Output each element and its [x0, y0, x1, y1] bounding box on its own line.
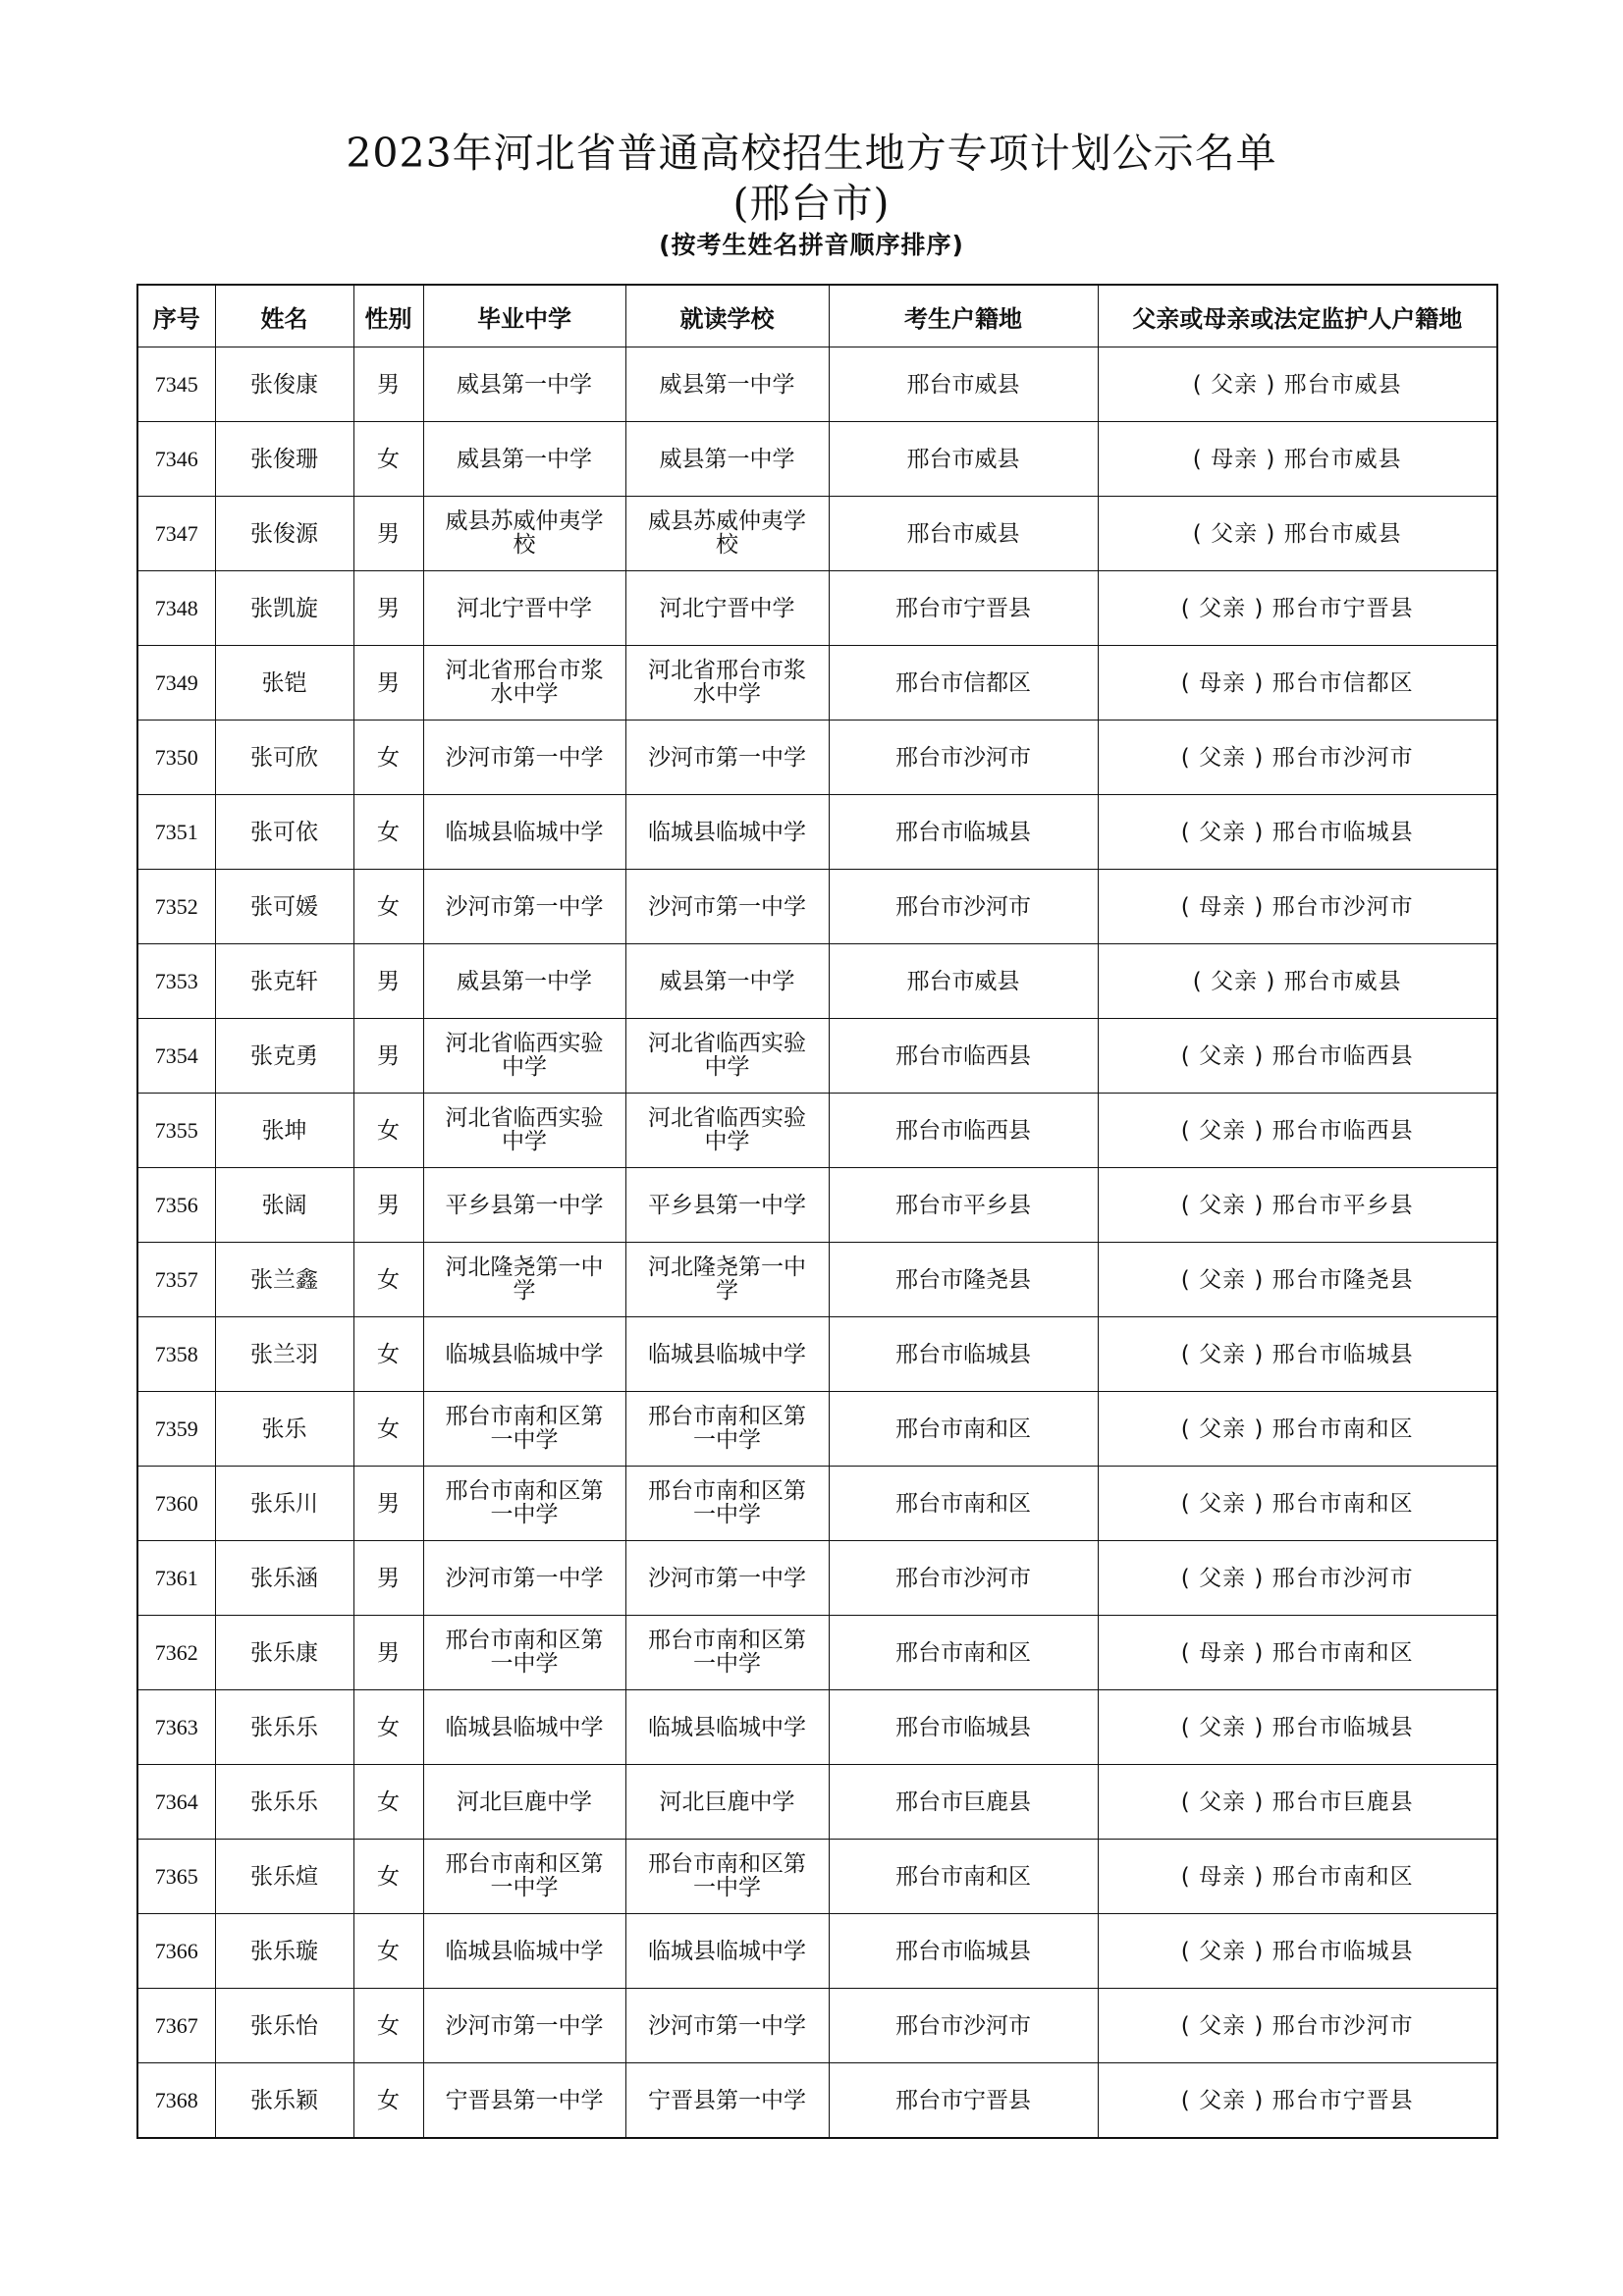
cell-name: 张坤 [215, 1094, 353, 1168]
city-subtitle: (邢台市) [732, 180, 891, 227]
cell-name: 张可依 [215, 795, 353, 870]
cell-gender: 女 [353, 795, 423, 870]
cell-name: 张俊源 [215, 497, 353, 571]
cell-seq: 7368 [137, 2063, 215, 2139]
cell-guardian-hukou: ( 父亲 ) 邢台市临西县 [1098, 1019, 1497, 1094]
cell-current-school [625, 870, 829, 944]
cell-current-school-text: 河北宁晋中学 [659, 595, 795, 621]
cell-gender: 男 [353, 944, 423, 1019]
table-row [137, 347, 1497, 422]
cell-current-school-text: 威县第一中学 [659, 371, 795, 398]
table-row [137, 1168, 1497, 1243]
cell-guardian-hukou: ( 父亲 ) 邢台市巨鹿县 [1098, 1765, 1497, 1840]
cell-guardian-hukou: ( 父亲 ) 邢台市平乡县 [1098, 1168, 1497, 1243]
cell-guardian-hukou: ( 父亲 ) 邢台市宁晋县 [1098, 2063, 1497, 2139]
cell-current-school-text: 沙河市第一中学 [648, 2012, 806, 2039]
cell-current-school [625, 795, 829, 870]
cell-grad-school [423, 721, 625, 795]
cell-grad-school-text: 邢台市南和区第一中学 [445, 1478, 604, 1527]
cell-current-school-text: 威县第一中学 [659, 446, 795, 472]
column-header-gender: 性别 [353, 285, 423, 347]
cell-name: 张乐康 [215, 1616, 353, 1690]
cell-seq: 7361 [137, 1541, 215, 1616]
cell-guardian-hukou: ( 父亲 ) 邢台市临城县 [1098, 1914, 1497, 1989]
cell-grad-school-text: 河北宁晋中学 [457, 595, 592, 621]
cell-hukou: 邢台市沙河市 [829, 870, 1098, 944]
cell-guardian-hukou: ( 母亲 ) 邢台市沙河市 [1098, 870, 1497, 944]
cell-gender: 女 [353, 1690, 423, 1765]
cell-grad-school [423, 1690, 625, 1765]
table-row [137, 497, 1497, 571]
cell-grad-school [423, 944, 625, 1019]
cell-hukou: 邢台市沙河市 [829, 1541, 1098, 1616]
table-row [137, 870, 1497, 944]
cell-grad-school-text: 威县第一中学 [457, 371, 592, 398]
cell-grad-school [423, 571, 625, 646]
cell-seq: 7357 [137, 1243, 215, 1317]
cell-seq: 7367 [137, 1989, 215, 2063]
cell-grad-school-text: 邢台市南和区第一中学 [445, 1404, 604, 1453]
cell-gender: 女 [353, 1392, 423, 1467]
cell-seq: 7359 [137, 1392, 215, 1467]
table-row [137, 1243, 1497, 1317]
cell-guardian-hukou: ( 父亲 ) 邢台市威县 [1098, 347, 1497, 422]
cell-current-school [625, 944, 829, 1019]
cell-grad-school-text: 沙河市第一中学 [445, 2012, 604, 2039]
cell-guardian-hukou: ( 母亲 ) 邢台市信都区 [1098, 646, 1497, 721]
cell-hukou: 邢台市临城县 [829, 1690, 1098, 1765]
cell-grad-school [423, 1243, 625, 1317]
cell-hukou: 邢台市信都区 [829, 646, 1098, 721]
cell-guardian-hukou: ( 父亲 ) 邢台市隆尧县 [1098, 1243, 1497, 1317]
cell-guardian-hukou: ( 父亲 ) 邢台市临西县 [1098, 1094, 1497, 1168]
cell-hukou: 邢台市威县 [829, 422, 1098, 497]
cell-gender: 女 [353, 1765, 423, 1840]
cell-gender: 女 [353, 870, 423, 944]
cell-seq: 7346 [137, 422, 215, 497]
cell-guardian-hukou: ( 父亲 ) 邢台市威县 [1098, 497, 1497, 571]
cell-gender: 女 [353, 1840, 423, 1914]
cell-hukou: 邢台市威县 [829, 347, 1098, 422]
cell-name: 张乐乐 [215, 1690, 353, 1765]
cell-gender: 男 [353, 1168, 423, 1243]
cell-gender: 女 [353, 1914, 423, 1989]
cell-gender: 女 [353, 1317, 423, 1392]
cell-hukou: 邢台市宁晋县 [829, 2063, 1098, 2139]
cell-grad-school [423, 2063, 625, 2139]
cell-name: 张克轩 [215, 944, 353, 1019]
column-header-current-school: 就读学校 [625, 285, 829, 347]
cell-guardian-hukou: ( 父亲 ) 邢台市南和区 [1098, 1467, 1497, 1541]
cell-hukou: 邢台市临城县 [829, 1317, 1098, 1392]
cell-grad-school [423, 1094, 625, 1168]
cell-gender: 女 [353, 422, 423, 497]
cell-current-school [625, 1168, 829, 1243]
cell-current-school [625, 646, 829, 721]
cell-guardian-hukou: ( 父亲 ) 邢台市沙河市 [1098, 721, 1497, 795]
cell-current-school [625, 1467, 829, 1541]
cell-guardian-hukou: ( 父亲 ) 邢台市沙河市 [1098, 1989, 1497, 2063]
cell-current-school [625, 1541, 829, 1616]
cell-name: 张俊珊 [215, 422, 353, 497]
cell-grad-school-text: 河北省临西实验中学 [445, 1105, 604, 1154]
cell-grad-school-text: 河北省邢台市浆水中学 [445, 658, 604, 707]
table-row [137, 1840, 1497, 1914]
cell-grad-school-text: 宁晋县第一中学 [445, 2087, 604, 2113]
cell-hukou: 邢台市平乡县 [829, 1168, 1098, 1243]
cell-current-school [625, 1019, 829, 1094]
cell-current-school [625, 1616, 829, 1690]
cell-name: 张凯旋 [215, 571, 353, 646]
cell-seq: 7364 [137, 1765, 215, 1840]
cell-current-school-text: 沙河市第一中学 [648, 1565, 806, 1591]
cell-grad-school-text: 沙河市第一中学 [445, 744, 604, 771]
cell-seq: 7349 [137, 646, 215, 721]
cell-hukou: 邢台市沙河市 [829, 1989, 1098, 2063]
cell-grad-school-text: 河北省临西实验中学 [445, 1031, 604, 1080]
table-header-row [137, 285, 1497, 347]
column-header-guardian-hukou: 父亲或母亲或法定监护人户籍地 [1098, 285, 1497, 347]
cell-grad-school-text: 威县苏威仲夷学校 [445, 508, 604, 558]
cell-current-school-text: 沙河市第一中学 [648, 744, 806, 771]
cell-seq: 7355 [137, 1094, 215, 1168]
cell-current-school-text: 邢台市南和区第一中学 [648, 1851, 806, 1900]
cell-current-school [625, 1914, 829, 1989]
cell-current-school-text: 河北省临西实验中学 [648, 1105, 806, 1154]
cell-grad-school [423, 422, 625, 497]
cell-grad-school [423, 1019, 625, 1094]
cell-current-school [625, 721, 829, 795]
cell-name: 张乐 [215, 1392, 353, 1467]
cell-seq: 7356 [137, 1168, 215, 1243]
cell-seq: 7350 [137, 721, 215, 795]
table-row [137, 1541, 1497, 1616]
cell-gender: 女 [353, 721, 423, 795]
cell-guardian-hukou: ( 母亲 ) 邢台市南和区 [1098, 1840, 1497, 1914]
cell-grad-school-text: 沙河市第一中学 [445, 893, 604, 920]
cell-grad-school [423, 1914, 625, 1989]
cell-name: 张乐颖 [215, 2063, 353, 2139]
cell-grad-school-text: 威县第一中学 [457, 968, 592, 994]
cell-seq: 7345 [137, 347, 215, 422]
cell-seq: 7354 [137, 1019, 215, 1094]
cell-gender: 男 [353, 497, 423, 571]
cell-name: 张阔 [215, 1168, 353, 1243]
cell-hukou: 邢台市临城县 [829, 795, 1098, 870]
cell-seq: 7366 [137, 1914, 215, 1989]
cell-gender: 女 [353, 1989, 423, 2063]
cell-current-school-text: 平乡县第一中学 [648, 1192, 806, 1218]
table-row [137, 422, 1497, 497]
cell-name: 张乐煊 [215, 1840, 353, 1914]
cell-hukou: 邢台市南和区 [829, 1616, 1098, 1690]
cell-seq: 7351 [137, 795, 215, 870]
page-title: 2023年河北省普通高校招生地方专项计划公示名单 [346, 130, 1277, 177]
column-header-grad-school: 毕业中学 [423, 285, 625, 347]
cell-hukou: 邢台市宁晋县 [829, 571, 1098, 646]
cell-current-school-text: 沙河市第一中学 [648, 893, 806, 920]
table-row [137, 571, 1497, 646]
cell-current-school [625, 1317, 829, 1392]
cell-seq: 7347 [137, 497, 215, 571]
cell-current-school [625, 1392, 829, 1467]
cell-grad-school-text: 邢台市南和区第一中学 [445, 1851, 604, 1900]
cell-guardian-hukou: ( 父亲 ) 邢台市宁晋县 [1098, 571, 1497, 646]
cell-hukou: 邢台市南和区 [829, 1467, 1098, 1541]
cell-name: 张克勇 [215, 1019, 353, 1094]
sort-note: (按考生姓名拼音顺序排序) [659, 231, 964, 259]
table-row [137, 1467, 1497, 1541]
cell-grad-school-text: 威县第一中学 [457, 446, 592, 472]
cell-grad-school [423, 1392, 625, 1467]
cell-current-school-text: 威县第一中学 [659, 968, 795, 994]
cell-grad-school [423, 1840, 625, 1914]
cell-current-school-text: 宁晋县第一中学 [648, 2087, 806, 2113]
cell-guardian-hukou: ( 父亲 ) 邢台市南和区 [1098, 1392, 1497, 1467]
cell-name: 张乐川 [215, 1467, 353, 1541]
cell-current-school-text: 河北隆尧第一中学 [648, 1255, 806, 1304]
cell-grad-school [423, 347, 625, 422]
table-body [137, 347, 1497, 2139]
cell-guardian-hukou: ( 母亲 ) 邢台市南和区 [1098, 1616, 1497, 1690]
table-row [137, 944, 1497, 1019]
column-header-seq: 序号 [137, 285, 215, 347]
cell-hukou: 邢台市巨鹿县 [829, 1765, 1098, 1840]
cell-gender: 男 [353, 1467, 423, 1541]
cell-current-school [625, 1243, 829, 1317]
table-row [137, 795, 1497, 870]
cell-current-school [625, 1765, 829, 1840]
table-row [137, 1989, 1497, 2063]
roster-table [136, 284, 1498, 2139]
cell-grad-school [423, 1317, 625, 1392]
cell-guardian-hukou: ( 父亲 ) 邢台市威县 [1098, 944, 1497, 1019]
cell-gender: 男 [353, 1541, 423, 1616]
cell-seq: 7358 [137, 1317, 215, 1392]
column-header-hukou: 考生户籍地 [829, 285, 1098, 347]
table-row [137, 1616, 1497, 1690]
cell-gender: 男 [353, 1616, 423, 1690]
cell-seq: 7363 [137, 1690, 215, 1765]
cell-name: 张乐璇 [215, 1914, 353, 1989]
cell-current-school-text: 临城县临城中学 [648, 1341, 806, 1367]
table-row [137, 646, 1497, 721]
cell-grad-school-text: 邢台市南和区第一中学 [445, 1628, 604, 1677]
cell-current-school-text: 河北巨鹿中学 [659, 1789, 795, 1815]
cell-current-school [625, 1094, 829, 1168]
cell-current-school [625, 571, 829, 646]
cell-grad-school [423, 1616, 625, 1690]
table-row [137, 721, 1497, 795]
cell-hukou: 邢台市威县 [829, 497, 1098, 571]
cell-grad-school-text: 临城县临城中学 [445, 1938, 604, 1964]
cell-name: 张可媛 [215, 870, 353, 944]
cell-seq: 7348 [137, 571, 215, 646]
cell-name: 张可欣 [215, 721, 353, 795]
cell-grad-school-text: 临城县临城中学 [445, 1714, 604, 1740]
cell-hukou: 邢台市隆尧县 [829, 1243, 1098, 1317]
cell-current-school-text: 邢台市南和区第一中学 [648, 1404, 806, 1453]
table-row [137, 1019, 1497, 1094]
cell-grad-school [423, 870, 625, 944]
cell-grad-school-text: 河北巨鹿中学 [457, 1789, 592, 1815]
cell-grad-school [423, 646, 625, 721]
cell-current-school [625, 422, 829, 497]
cell-grad-school [423, 497, 625, 571]
cell-hukou: 邢台市沙河市 [829, 721, 1098, 795]
cell-hukou: 邢台市临城县 [829, 1914, 1098, 1989]
cell-grad-school-text: 沙河市第一中学 [445, 1565, 604, 1591]
cell-grad-school-text: 临城县临城中学 [445, 819, 604, 845]
cell-grad-school-text: 临城县临城中学 [445, 1341, 604, 1367]
cell-gender: 男 [353, 571, 423, 646]
cell-guardian-hukou: ( 母亲 ) 邢台市威县 [1098, 422, 1497, 497]
cell-hukou: 邢台市南和区 [829, 1840, 1098, 1914]
cell-current-school [625, 497, 829, 571]
cell-current-school-text: 临城县临城中学 [648, 1938, 806, 1964]
cell-name: 张兰羽 [215, 1317, 353, 1392]
cell-guardian-hukou: ( 父亲 ) 邢台市临城县 [1098, 1317, 1497, 1392]
cell-name: 张铠 [215, 646, 353, 721]
cell-name: 张乐乐 [215, 1765, 353, 1840]
table-row [137, 1094, 1497, 1168]
cell-current-school-text: 威县苏威仲夷学校 [648, 508, 806, 558]
cell-hukou: 邢台市威县 [829, 944, 1098, 1019]
cell-guardian-hukou: ( 父亲 ) 邢台市临城县 [1098, 1690, 1497, 1765]
table-row [137, 1392, 1497, 1467]
cell-hukou: 邢台市临西县 [829, 1094, 1098, 1168]
cell-grad-school [423, 1467, 625, 1541]
cell-name: 张乐怡 [215, 1989, 353, 2063]
cell-name: 张乐涵 [215, 1541, 353, 1616]
cell-grad-school-text: 河北隆尧第一中学 [445, 1255, 604, 1304]
table-row [137, 1690, 1497, 1765]
cell-gender: 女 [353, 1094, 423, 1168]
cell-grad-school [423, 795, 625, 870]
cell-grad-school-text: 平乡县第一中学 [445, 1192, 604, 1218]
cell-current-school [625, 1840, 829, 1914]
cell-gender: 女 [353, 1243, 423, 1317]
cell-seq: 7352 [137, 870, 215, 944]
cell-grad-school [423, 1765, 625, 1840]
cell-current-school-text: 河北省邢台市浆水中学 [648, 658, 806, 707]
cell-current-school-text: 临城县临城中学 [648, 1714, 806, 1740]
cell-gender: 男 [353, 1019, 423, 1094]
cell-gender: 男 [353, 646, 423, 721]
cell-current-school-text: 邢台市南和区第一中学 [648, 1628, 806, 1677]
cell-current-school [625, 347, 829, 422]
cell-current-school-text: 临城县临城中学 [648, 819, 806, 845]
cell-hukou: 邢台市南和区 [829, 1392, 1098, 1467]
cell-grad-school [423, 1989, 625, 2063]
cell-grad-school [423, 1168, 625, 1243]
cell-seq: 7360 [137, 1467, 215, 1541]
cell-current-school-text: 邢台市南和区第一中学 [648, 1478, 806, 1527]
cell-seq: 7362 [137, 1616, 215, 1690]
cell-hukou: 邢台市临西县 [829, 1019, 1098, 1094]
cell-name: 张兰鑫 [215, 1243, 353, 1317]
cell-guardian-hukou: ( 父亲 ) 邢台市沙河市 [1098, 1541, 1497, 1616]
cell-seq: 7353 [137, 944, 215, 1019]
cell-current-school [625, 1989, 829, 2063]
cell-current-school [625, 1690, 829, 1765]
cell-grad-school [423, 1541, 625, 1616]
table-row [137, 1914, 1497, 1989]
table-row [137, 1765, 1497, 1840]
cell-current-school-text: 河北省临西实验中学 [648, 1031, 806, 1080]
cell-gender: 女 [353, 2063, 423, 2139]
table-row [137, 1317, 1497, 1392]
cell-gender: 男 [353, 347, 423, 422]
cell-current-school [625, 2063, 829, 2139]
column-header-name: 姓名 [215, 285, 353, 347]
cell-guardian-hukou: ( 父亲 ) 邢台市临城县 [1098, 795, 1497, 870]
cell-name: 张俊康 [215, 347, 353, 422]
table-row [137, 2063, 1497, 2139]
cell-seq: 7365 [137, 1840, 215, 1914]
